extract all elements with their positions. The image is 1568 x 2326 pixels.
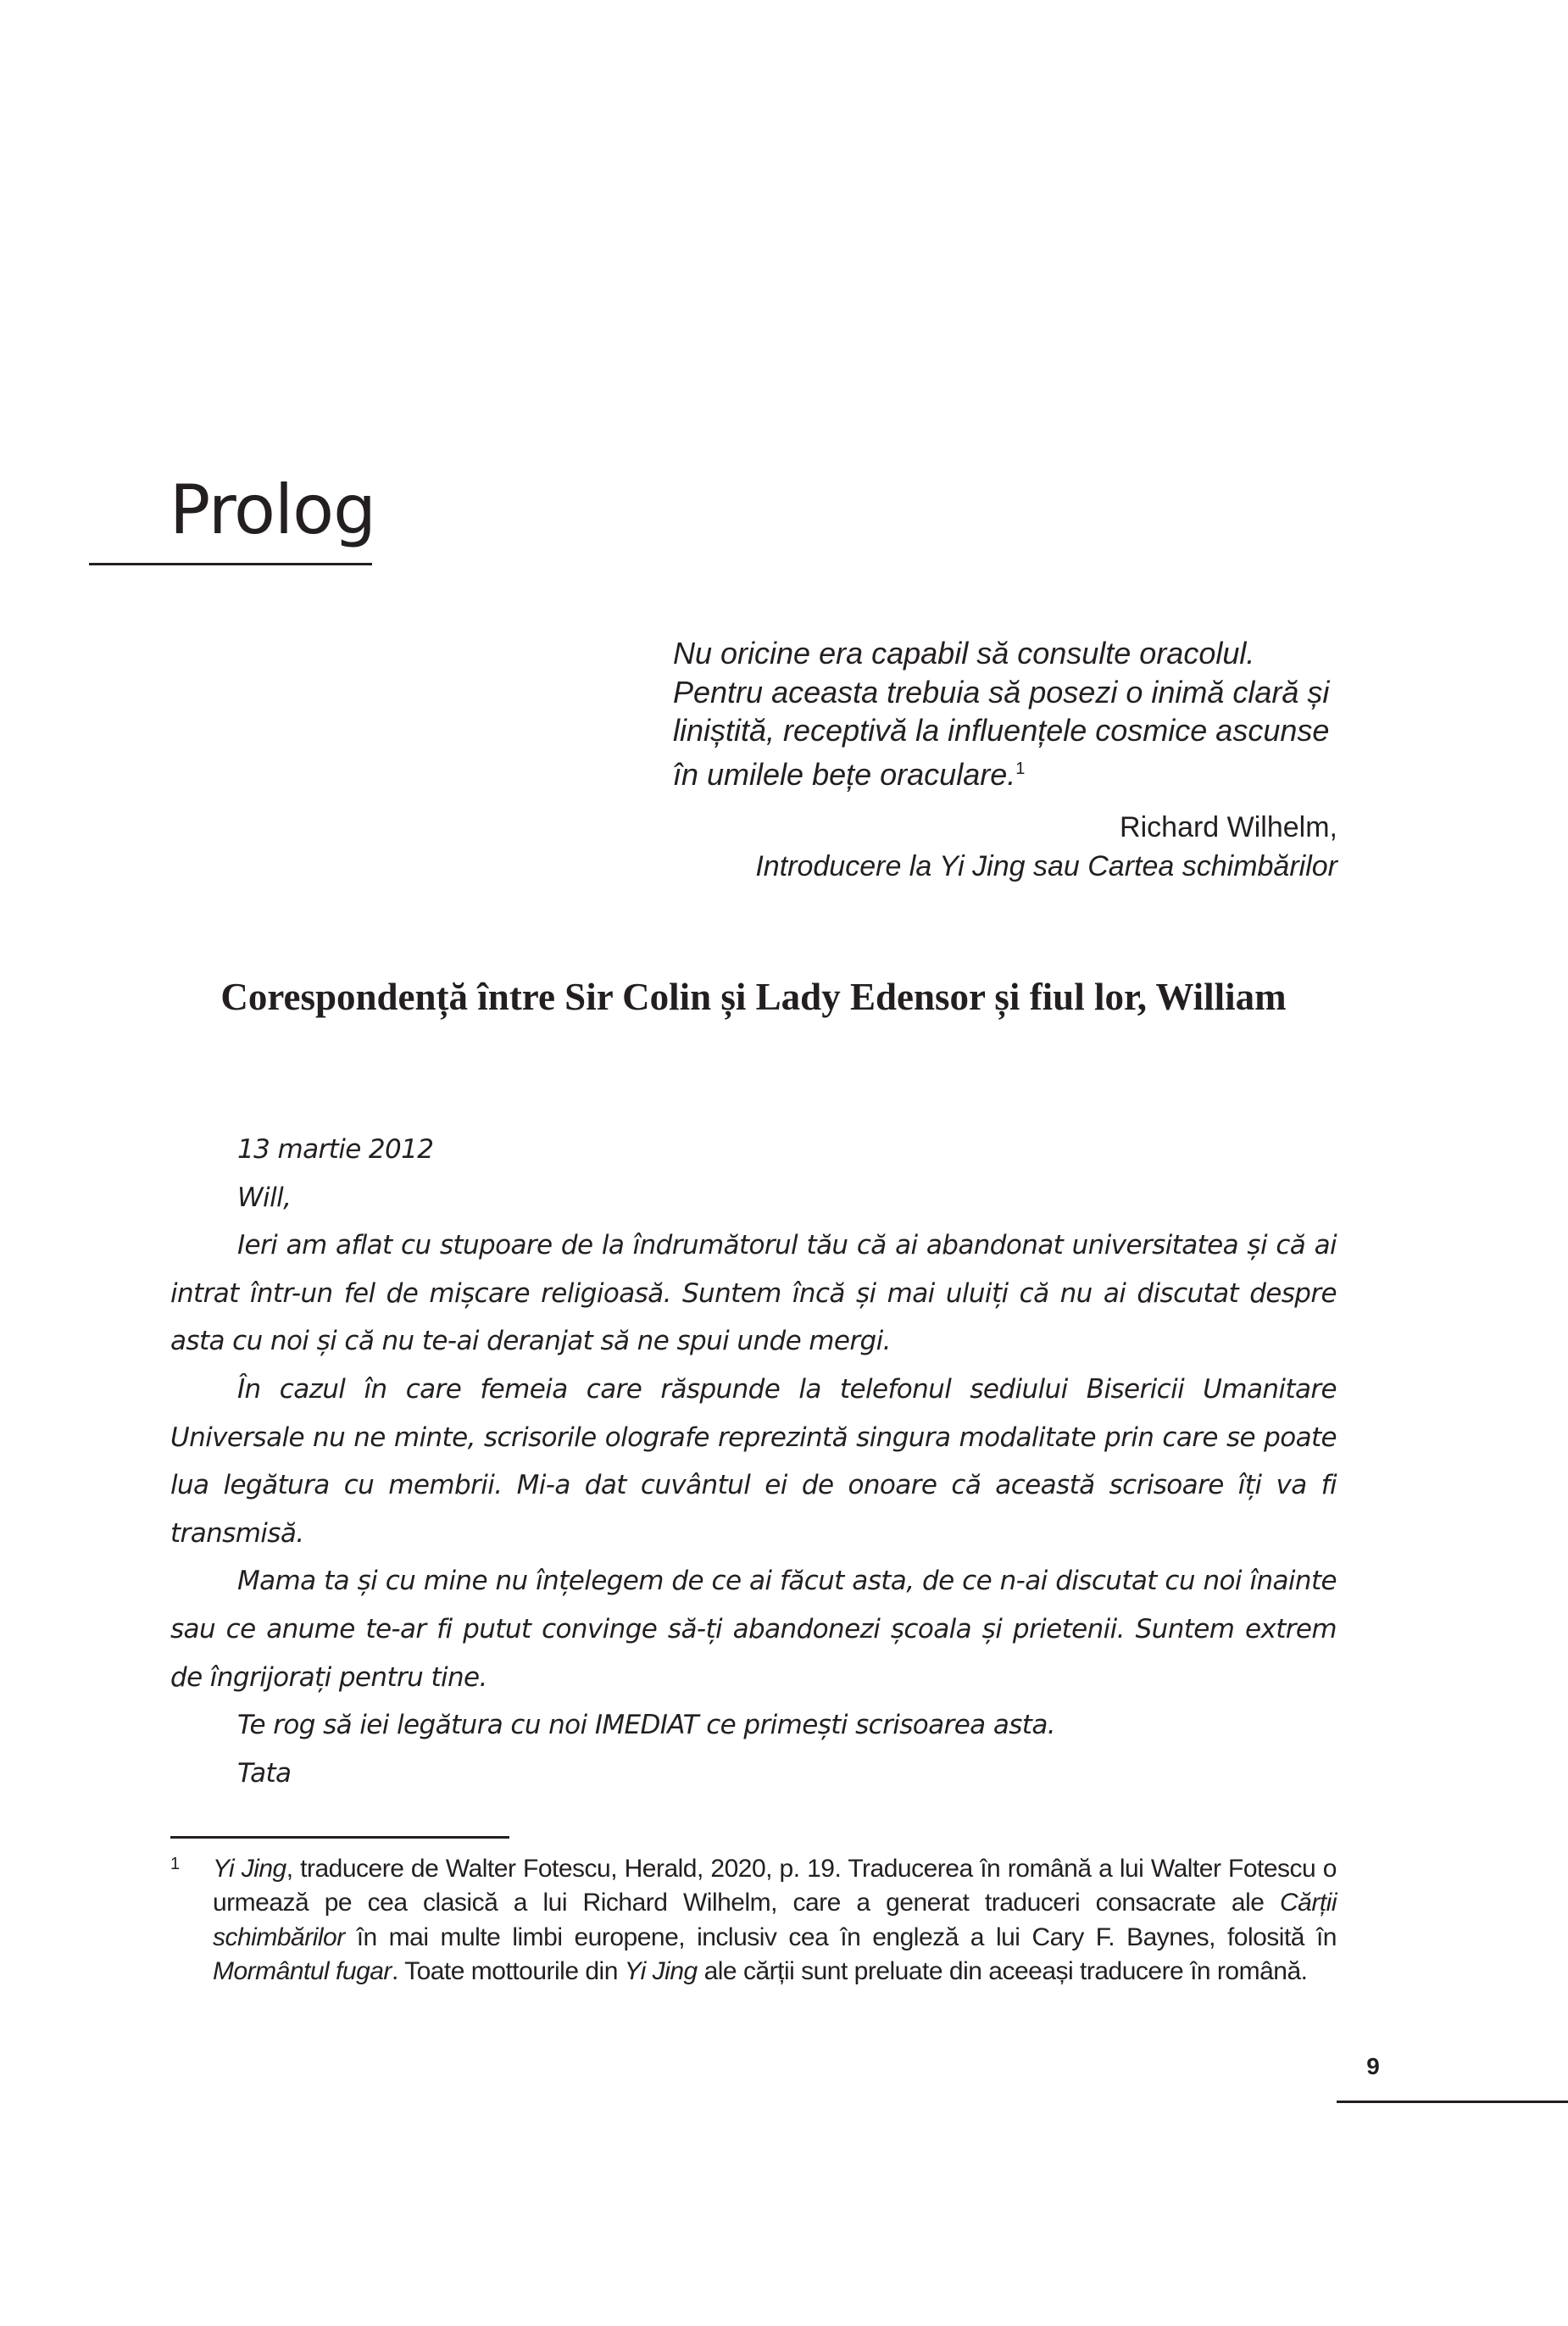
footnote-segment: Yi Jing: [213, 1855, 286, 1883]
letter-signature: Tata: [237, 1757, 292, 1789]
footnote-text: [213, 1852, 1337, 1989]
chapter-title: Prolog: [170, 470, 375, 549]
epigraph-author: Richard Wilhelm,: [1120, 811, 1337, 843]
letter-paragraph: Mama ta și cu mine nu înțelegem de ce ai făcut asta, de ce n-ai discutat cu noi înainte sau ce anume te-ar fi putut convinge să-ți abandonezi școala și prietenii. Suntem extrem de îngrijorați pentru tine.: [170, 1566, 1337, 1693]
footnote-segment: , traducere de Walter Fotescu, Herald, 2020, p. 19. Traducerea în română a lui Walter Fotescu o urmează pe cea clasică a lui Richard Wilhelm, care a generat traduceri consacrate ale: [213, 1855, 1337, 1917]
letter-salutation: Will,: [237, 1182, 292, 1213]
letter-date: 13 martie 2012: [237, 1134, 434, 1165]
footnote-segment: Mormântul fugar: [213, 1956, 392, 1985]
letter-body: [170, 1126, 1337, 1797]
footnote-ref[interactable]: 1: [1015, 759, 1026, 778]
letter-paragraph: În cazul în care femeia care răspunde la telefonul sediului Bisericii Umanitare Universale nu ne minte, scrisorile olografe reprezintă singura modalitate prin care se poate lua legătura cu membrii. Mi-a dat cuvântul ei de onoare că această scrisoare îți va fi transmisă.: [170, 1373, 1337, 1549]
footnote-segment: Cărții schimbărilor: [213, 1889, 1337, 1951]
footnote-separator: [170, 1836, 509, 1839]
footnote-segment: ale cărții sunt preluate din aceeași traducere în română.: [697, 1956, 1308, 1985]
epigraph: [673, 634, 1337, 886]
footnote: [170, 1852, 1337, 1989]
letter-paragraph: Te rog să iei legătura cu noi IMEDIAT ce primești scrisoarea asta.: [237, 1710, 1055, 1741]
page-number: 9: [1366, 2053, 1380, 2079]
title-underline: [89, 563, 372, 565]
epigraph-text: Nu oricine era capabil să consulte oracolul. Pentru aceasta trebuia să posezi o inimă clară și liniștită, receptivă la influențele cosmice ascunse în umilele bețe oraculare.: [673, 636, 1330, 792]
footnote-segment: . Toate mottourile din: [391, 1956, 625, 1985]
letter-paragraph: Ieri am aflat cu stupoare de la îndrumătorul tău că ai abandonat universitatea și că ai intrat într-un fel de mișcare religioasă. Suntem încă și mai uluiți că nu ai discutat despre asta cu noi și că nu te-ai deranjat să ne spui unde mergi.: [170, 1230, 1337, 1357]
footnote-number: 1: [170, 1855, 181, 1873]
epigraph-quote: [673, 634, 1337, 793]
footnote-segment: Yi Jing: [624, 1956, 698, 1985]
epigraph-source: Introducere la Yi Jing sau Cartea schimbărilor: [755, 849, 1337, 882]
page-number-rule: [1337, 2101, 1568, 2103]
section-heading: Corespondență între Sir Colin și Lady Edensor și fiul lor, William: [220, 976, 1287, 1018]
footnote-segment: în mai multe limbi europene, inclusiv cea în engleză a lui Cary F. Baynes, folosită în: [344, 1923, 1337, 1951]
